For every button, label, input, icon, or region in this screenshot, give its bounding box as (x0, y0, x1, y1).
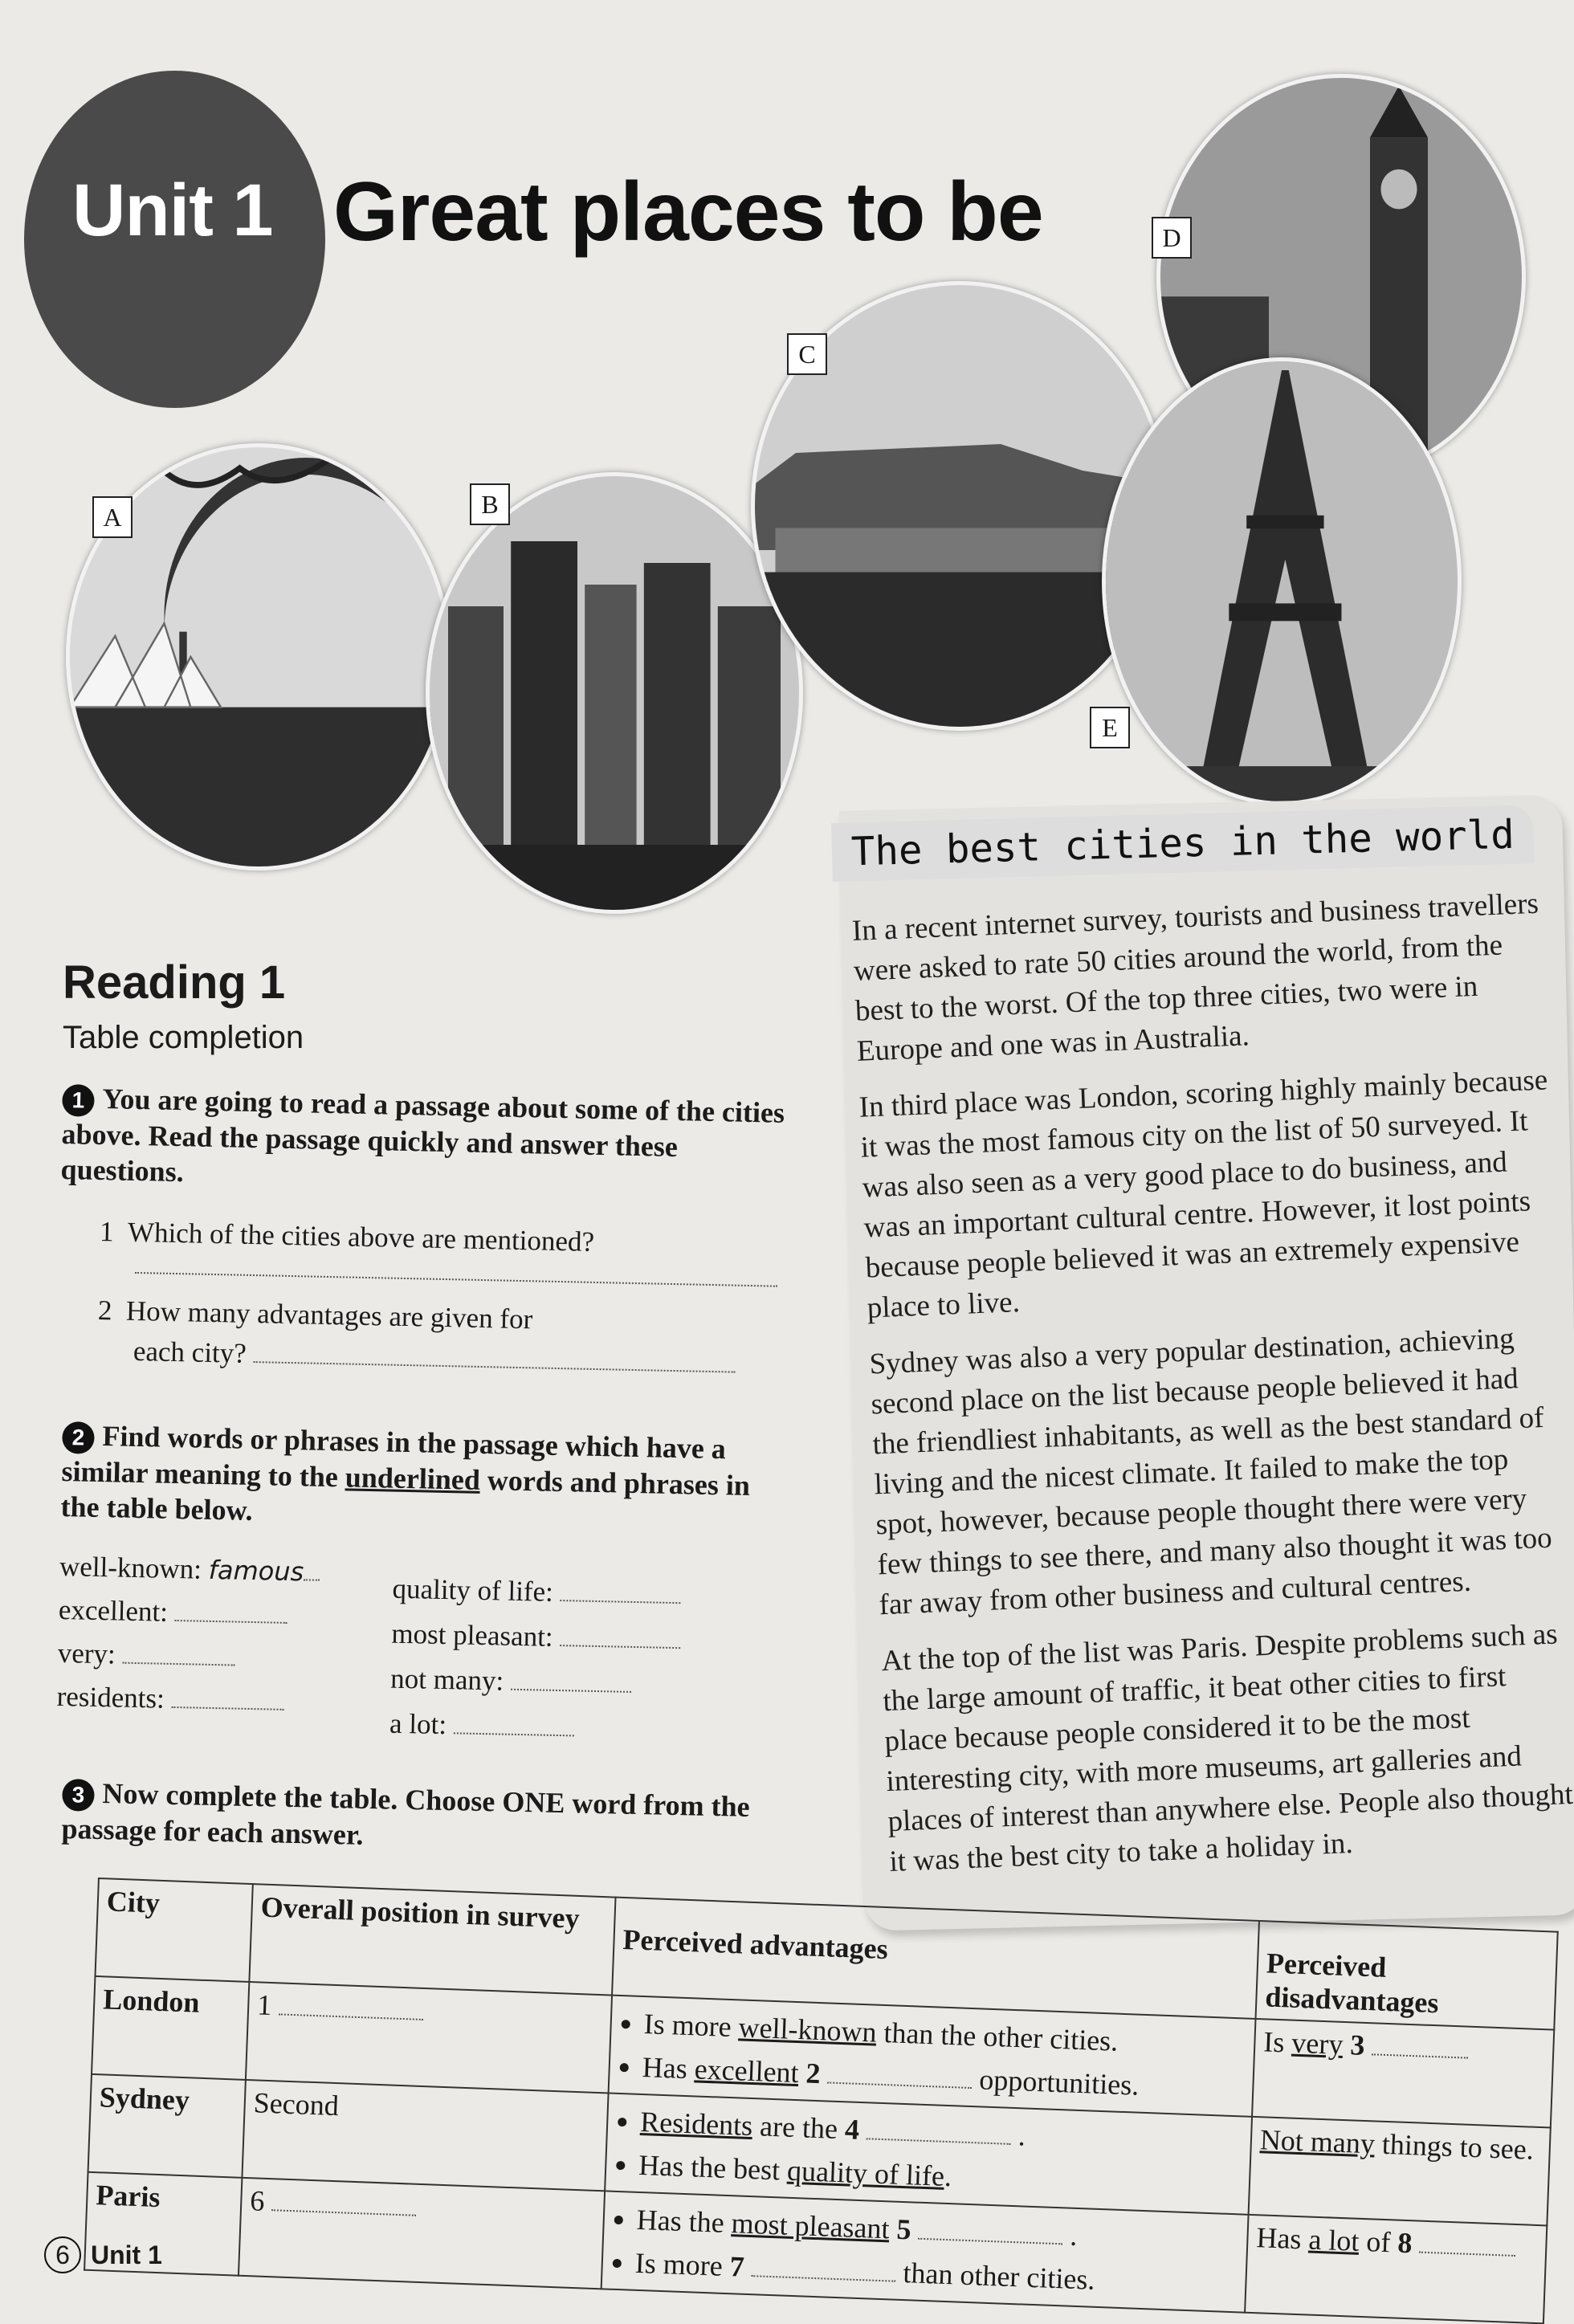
word-label: residents: (56, 1680, 165, 1714)
underlined-text: quality of life (786, 2154, 945, 2192)
word-list-right (389, 1567, 683, 1752)
word-label: well-known: (59, 1550, 202, 1585)
answer-line[interactable] (827, 2065, 973, 2089)
word-item (57, 1632, 391, 1682)
city-cell: Sydney (88, 2074, 246, 2178)
handwritten-answer: famous (208, 1554, 304, 1588)
task-1-instruction (60, 1080, 793, 1202)
word-label: excellent: (58, 1593, 169, 1628)
position-cell: Second (242, 2080, 608, 2191)
answer-line[interactable] (1372, 2037, 1469, 2058)
text: Has the best (638, 2148, 788, 2187)
answer-number: 7 (729, 2250, 745, 2283)
text: Has (1255, 2221, 1310, 2256)
word-item (390, 1657, 680, 1708)
word-label: not many: (389, 1662, 504, 1697)
section-subheading: Table completion (63, 1020, 304, 1055)
disadvantages-cell (1245, 2215, 1547, 2324)
table-header: Overall position in survey (249, 1884, 615, 1995)
answer-number: 2 (805, 2057, 822, 2090)
answer-line[interactable] (918, 2222, 1063, 2245)
task-3-instruction (61, 1775, 769, 1861)
task-3 (61, 1775, 769, 1861)
task-1-text: You are going to read a passage about some of the cities above. Read the passage quickly and answer these questions. (60, 1082, 785, 1189)
underlined-text: excellent (694, 2053, 800, 2090)
task-2 (56, 1417, 793, 1755)
footer-unit: Unit 1 (91, 2240, 162, 2269)
task-1 (56, 1080, 793, 1385)
photo-d-label: D (1152, 217, 1192, 259)
answer-line[interactable] (511, 1670, 632, 1693)
text: of (1358, 2224, 1399, 2259)
disadvantages-cell (1252, 2019, 1554, 2128)
answer-line[interactable] (560, 1580, 681, 1604)
answer-number: 1 (256, 1988, 273, 2022)
answer-line[interactable] (560, 1625, 681, 1649)
completion-table (84, 1878, 1559, 2324)
word-item (59, 1545, 394, 1596)
word-item (58, 1588, 392, 1639)
word-list-left (56, 1545, 394, 1747)
photo-e-label: E (1090, 707, 1130, 748)
advantage-item: • Residents are the 4 . (639, 2100, 1242, 2165)
answer-number: 5 (895, 2212, 912, 2246)
word-item (56, 1675, 390, 1726)
text: are the (752, 2110, 846, 2146)
text: than the other cities. (875, 2016, 1119, 2057)
table-header: City (95, 1878, 252, 1982)
word-item (389, 1702, 679, 1753)
question-text-cont: each city? (133, 1335, 247, 1369)
section-heading: Reading 1 (63, 956, 286, 1009)
question-text: How many advantages are given for (125, 1295, 533, 1335)
passage-paragraph: Sydney was also a very popular destination, achieving second place on the list because people believed it had the friendliest inhabitants, as well as the best standard of living and the nicest climate. It failed to make the top spot, however, because people thought there were very few things to see there, and many also thought it was too far away from other business and cultural centres. (868, 1322, 1553, 1622)
passage-paragraph: In third place was London, scoring highly mainly because it was the most famous city on the list of 50 surveyed. It was also seen as a very good place to do business, and was an important cultural centre. However, it lost points because people believed it was an extremely expensive place to live. (858, 1063, 1548, 1325)
answer-line[interactable] (171, 1687, 284, 1710)
answer-line[interactable] (279, 1997, 424, 2020)
page-number: 6 (44, 2236, 81, 2273)
underlined-text: most pleasant (731, 2207, 891, 2245)
question-2 (96, 1290, 789, 1385)
page-footer (44, 2236, 162, 2273)
answer-line[interactable] (304, 1560, 320, 1580)
answer-line[interactable] (271, 2193, 417, 2216)
table-header: Perceived disadvantages (1256, 1921, 1558, 2030)
task-2-underlined: underlined (345, 1461, 481, 1496)
table-header: Perceived advantages (612, 1898, 1259, 2019)
task-2-instruction (60, 1417, 793, 1539)
word-label: quality of life: (392, 1572, 554, 1608)
photo-b-label: B (470, 483, 510, 525)
answer-number: 6 (249, 2184, 266, 2217)
answer-line[interactable] (751, 2259, 896, 2282)
passage-paragraph: At the top of the list was Paris. Despite problems such as the large amount of traffic, it beat other cities to first place because people considered it to be the most interesting city, with more museums, art galleries and places of interest than anywhere else. People also thought it was the best city to take a holiday in. (880, 1617, 1574, 1879)
answer-number: 3 (1349, 2028, 1366, 2061)
text: . (944, 2159, 952, 2193)
underlined-text: a lot (1307, 2223, 1360, 2257)
underlined-text: very (1291, 2026, 1344, 2061)
task-2-text: Find words or phrases in the passage which have a similar meaning to the (61, 1420, 727, 1494)
task-number-badge: 3 (62, 1779, 95, 1812)
underlined-text: Not many (1259, 2123, 1376, 2160)
word-label: most pleasant: (391, 1617, 554, 1653)
task-3-text: Now complete the table. Choose ONE word from the passage for each answer. (61, 1777, 751, 1851)
word-label: very: (57, 1637, 116, 1670)
question-number: 1 (99, 1216, 114, 1248)
city-cell: London (92, 1976, 249, 2080)
answer-line[interactable] (175, 1600, 288, 1624)
text: Is more (643, 2008, 740, 2044)
photo-b (426, 472, 803, 914)
question-number: 2 (97, 1294, 112, 1327)
text: opportunities. (971, 2063, 1140, 2102)
word-label: a lot: (389, 1707, 447, 1741)
photo-c-label: C (787, 333, 827, 375)
disadvantages-cell (1249, 2117, 1551, 2226)
word-item (391, 1612, 681, 1663)
text: Is (1262, 2025, 1293, 2059)
text: Is more (634, 2246, 731, 2283)
text: than other cities. (902, 2257, 1096, 2296)
text: things to see. (1374, 2127, 1535, 2166)
task-number-badge: 2 (62, 1421, 95, 1454)
text: Has the (636, 2203, 732, 2240)
city-cell: Paris (84, 2172, 242, 2276)
advantage-item: • Has the most pleasant 5 . (636, 2198, 1239, 2263)
passage-paragraph: In a recent internet survey, tourists and business travellers were asked to rate 50 cities around the world, from the best to the worst. Of the top three cities, two were in Europe and one was in Australia. (851, 887, 1539, 1068)
unit-label: Unit 1 (72, 169, 273, 251)
underlined-text: well-known (737, 2011, 878, 2049)
answer-number: 4 (844, 2113, 860, 2146)
position-cell (246, 1982, 612, 2093)
task-2-text-end: words and phrases in the table below. (60, 1464, 751, 1527)
page-title: Great places to be (333, 165, 1043, 259)
answer-line[interactable] (454, 1713, 575, 1736)
answer-number: 8 (1397, 2226, 1413, 2260)
photo-b-image (430, 476, 799, 910)
passage-title: The best cities in the world (831, 805, 1535, 882)
text: Has (642, 2051, 695, 2085)
word-item (392, 1567, 682, 1618)
answer-line[interactable] (867, 2122, 1012, 2145)
position-cell (239, 2178, 605, 2289)
photo-e (1102, 357, 1462, 805)
passage-body (851, 883, 1574, 1898)
question-text: Which of the cities above are mentioned? (127, 1216, 595, 1258)
underlined-text: Residents (639, 2105, 753, 2143)
photo-e-image (1106, 361, 1458, 801)
answer-line[interactable] (1419, 2236, 1516, 2257)
word-list (56, 1545, 791, 1755)
photo-a-label: A (92, 496, 133, 538)
answer-line[interactable] (122, 1643, 235, 1666)
answer-line-2[interactable] (253, 1342, 735, 1373)
task-number-badge: 1 (62, 1084, 95, 1117)
